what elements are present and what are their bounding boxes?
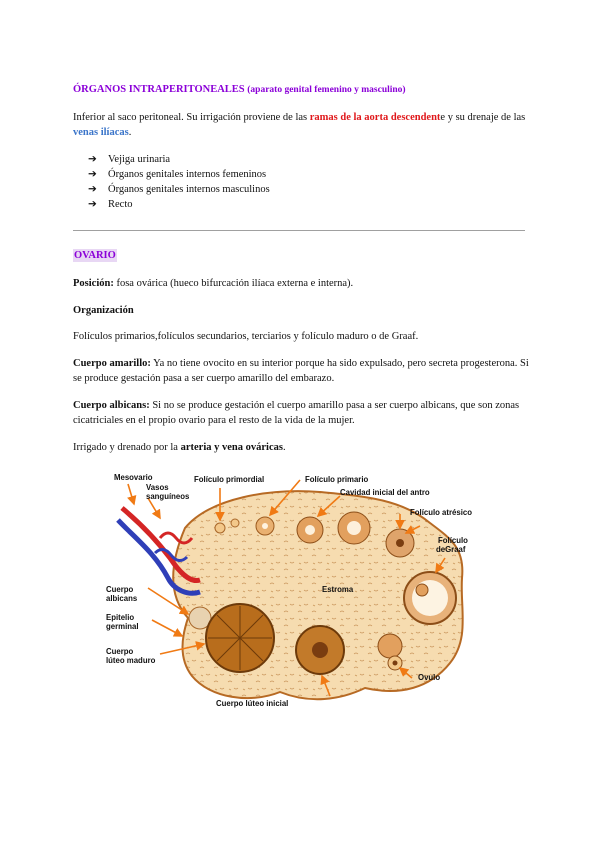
organ-list <box>88 152 270 212</box>
list-item <box>88 197 270 212</box>
irrigado-text-a: Irrigado y drenado por la <box>73 442 181 453</box>
section-heading-title: ÓRGANOS INTRAPERITONEALES <box>73 84 245 95</box>
label-primordial: Folículo primordial <box>194 475 265 484</box>
intro-text-b: e y su drenaje de las <box>440 112 526 123</box>
arteria-vena-label: arteria y vena ováricas <box>180 442 283 453</box>
list-item-label: Órganos genitales internos masculinos <box>108 184 270 195</box>
section-heading <box>73 84 406 95</box>
arrow-icon: ➔ <box>88 154 97 165</box>
label-graaf-2: deGraaf <box>436 545 466 554</box>
label-atresico: Folículo atrésico <box>410 508 472 517</box>
horizontal-divider <box>73 230 525 231</box>
label-epitelio-1: Epitelio <box>106 613 135 622</box>
label-ovulo: Ovulo <box>418 673 441 682</box>
arrow-icon: ➔ <box>88 199 97 210</box>
cuerpo-amarillo-label: Cuerpo amarillo: <box>73 358 151 369</box>
organizacion-heading <box>73 303 533 318</box>
irrigado-paragraph <box>73 440 533 455</box>
list-item <box>88 167 270 182</box>
cuerpo-amarillo-text: Ya no tiene ovocito en su interior porque ha sido expulsado, pero secreta progesterona. Si se produce gestación pasa a ser cuerpo amarillo del embarazo. <box>73 358 529 384</box>
cuerpo-albicans-paragraph <box>73 398 533 428</box>
organizacion-label: Organización <box>73 305 134 316</box>
label-luteo-1: Cuerpo <box>106 647 134 656</box>
list-item <box>88 182 270 197</box>
irrigado-text-c: . <box>282 442 286 453</box>
intro-text-c: . <box>128 127 132 138</box>
label-antro: Cavidad inicial del antro <box>340 488 430 497</box>
label-vasos-1: Vasos <box>146 483 169 492</box>
ovario-heading: OVARIO <box>74 250 116 261</box>
aorta-highlight: ramas de la aorta descendent <box>309 112 441 123</box>
label-luteo-inicial: Cuerpo lúteo inicial <box>216 699 289 708</box>
ovary-diagram <box>100 468 500 713</box>
label-albicans-2: albicans <box>106 594 138 603</box>
intro-text-a: Inferior al saco peritoneal. Su irrigación proviene de las <box>73 112 310 123</box>
cuerpo-albicans-label: Cuerpo albicans: <box>73 400 150 411</box>
intro-paragraph <box>73 110 533 140</box>
label-albicans-1: Cuerpo <box>106 585 134 594</box>
ovulating-follicle <box>378 634 402 658</box>
posicion-label: Posición: <box>73 278 114 289</box>
foliculos-paragraph: Folículos primarios,folículos secundarios, terciarios y folículo maduro o de Graaf. <box>73 331 419 342</box>
list-item <box>88 152 270 167</box>
cuerpo-amarillo-paragraph <box>73 356 533 386</box>
label-mesovario: Mesovario <box>114 473 153 482</box>
label-graaf-1: Folículo <box>438 536 468 545</box>
list-item-label: Vejiga urinaria <box>108 154 171 165</box>
arrow-icon: ➔ <box>88 169 97 180</box>
posicion-text: fosa ovárica (hueco bifurcación ilíaca externa e interna). <box>113 278 354 289</box>
list-item-label: Recto <box>108 199 133 210</box>
posicion-paragraph <box>73 276 533 291</box>
label-epitelio-2: germinal <box>106 622 139 631</box>
label-estroma: Estroma <box>322 585 354 594</box>
label-luteo-2: lúteo maduro <box>106 656 156 665</box>
label-vasos-2: sanguíneos <box>146 492 190 501</box>
arrow-icon: ➔ <box>88 184 97 195</box>
list-item-label: Órganos genitales internos femeninos <box>108 169 267 180</box>
section-heading-subtitle: (aparato genital femenino y masculino) <box>247 85 406 95</box>
label-primario: Folículo primario <box>305 475 369 484</box>
venas-highlight: venas ilíacas <box>73 127 129 138</box>
cuerpo-albicans-text: Si no se produce gestación el cuerpo amarillo pasa a ser cuerpo albicans, que son zonas cicatriciales en el propio ovario para el resto de la vida de la mujer. <box>73 400 520 426</box>
primordial-follicle <box>215 523 225 533</box>
